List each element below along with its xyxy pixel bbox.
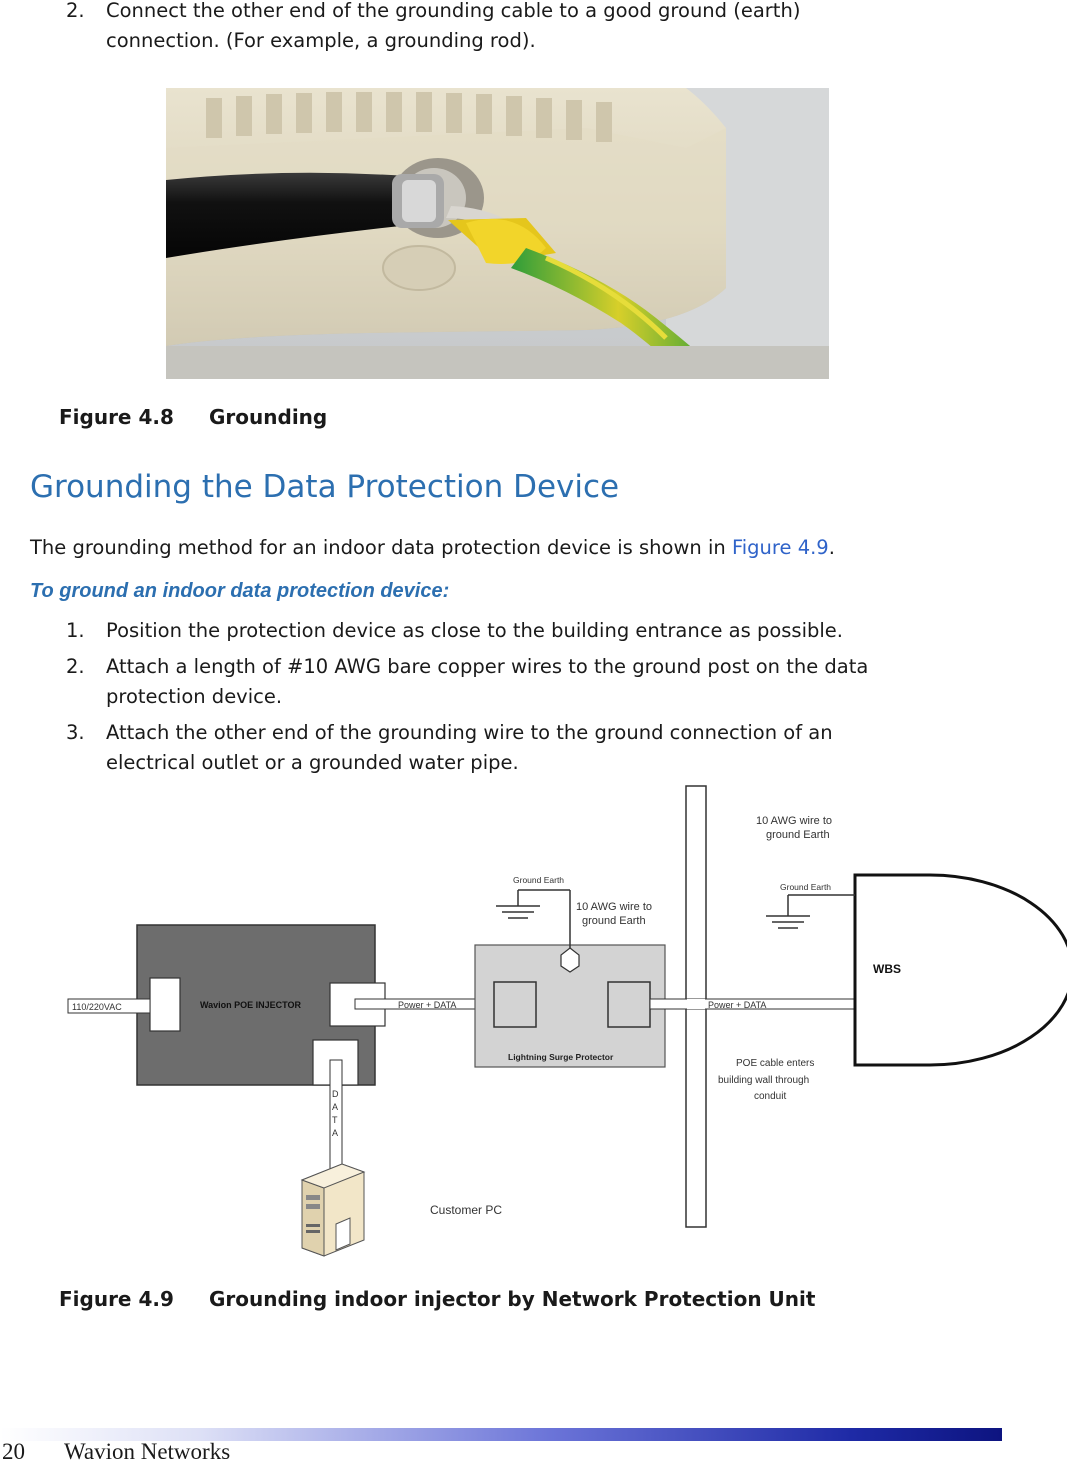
poe-conduit-note: POE cable enters building wall through conduit — [718, 1058, 815, 1102]
figure-4-9-caption — [59, 1287, 815, 1311]
footer-company: Wavion Networks — [64, 1439, 231, 1464]
step-text: Connect the other end of the grounding cable to a good ground (earth) connection. (For example, a grounding rod). — [106, 0, 801, 52]
data-vertical-label: T — [332, 1115, 338, 1125]
ground-symbol-icon — [496, 906, 540, 918]
ground-earth-label-2: Ground Earth — [780, 882, 832, 892]
data-vertical-label: A — [332, 1102, 339, 1112]
step-text: Position the protection device as close to the building entrance as possible. — [106, 619, 843, 642]
procedure-heading: To ground an indoor data protection device: — [30, 580, 450, 602]
figure-number: Figure 4.8 — [59, 405, 174, 429]
figure-4-8-caption — [59, 405, 327, 429]
intro-paragraph: The grounding method for an indoor data protection device is shown in Figure 4.9. — [30, 536, 835, 559]
awg-label-1: 10 AWG wire to ground Earth — [576, 901, 653, 927]
power-data-right: Power + DATA — [708, 1000, 767, 1010]
data-vertical-label: D — [332, 1089, 339, 1099]
grounding-photo — [166, 88, 829, 379]
customer-pc-icon — [302, 1164, 364, 1256]
step-number: 3. — [66, 721, 85, 744]
surge-label: Lightning Surge Protector — [508, 1052, 614, 1062]
wbs-label: WBS — [873, 962, 901, 976]
surge-port-left — [494, 982, 536, 1027]
step-text: Attach a length of #10 AWG bare copper wires to the ground post on the data protection device. — [106, 655, 869, 708]
step-number: 2. — [66, 0, 85, 22]
injector-label: Wavion POE INJECTOR — [200, 1000, 302, 1010]
step-text: Attach the other end of the grounding wire to the ground connection of an electrical outlet or a grounded water pipe. — [106, 721, 833, 774]
ac-label: 110/220VAC — [72, 1002, 122, 1012]
data-vertical-label: A — [332, 1128, 339, 1138]
step-number: 1. — [66, 619, 85, 642]
step-number: 2. — [66, 655, 85, 678]
ac-port — [150, 978, 180, 1031]
awg-label-2: 10 AWG wire to ground Earth — [756, 815, 833, 841]
figure-title: Grounding indoor injector by Network Protection Unit — [209, 1287, 816, 1311]
ground-earth-label-1: Ground Earth — [513, 875, 565, 885]
page-number: 20 — [2, 1439, 25, 1464]
surge-port-right — [608, 982, 650, 1027]
figure-title: Grounding — [209, 405, 328, 429]
grounding-diagram — [0, 780, 1067, 1260]
figure-4-9-link[interactable]: Figure 4.9 — [731, 536, 829, 559]
figure-number: Figure 4.9 — [59, 1287, 174, 1311]
ground-symbol-icon — [766, 916, 810, 928]
power-data-left: Power + DATA — [398, 1000, 457, 1010]
section-title: Grounding the Data Protection Device — [30, 469, 620, 505]
customer-pc-label: Customer PC — [430, 1203, 503, 1217]
